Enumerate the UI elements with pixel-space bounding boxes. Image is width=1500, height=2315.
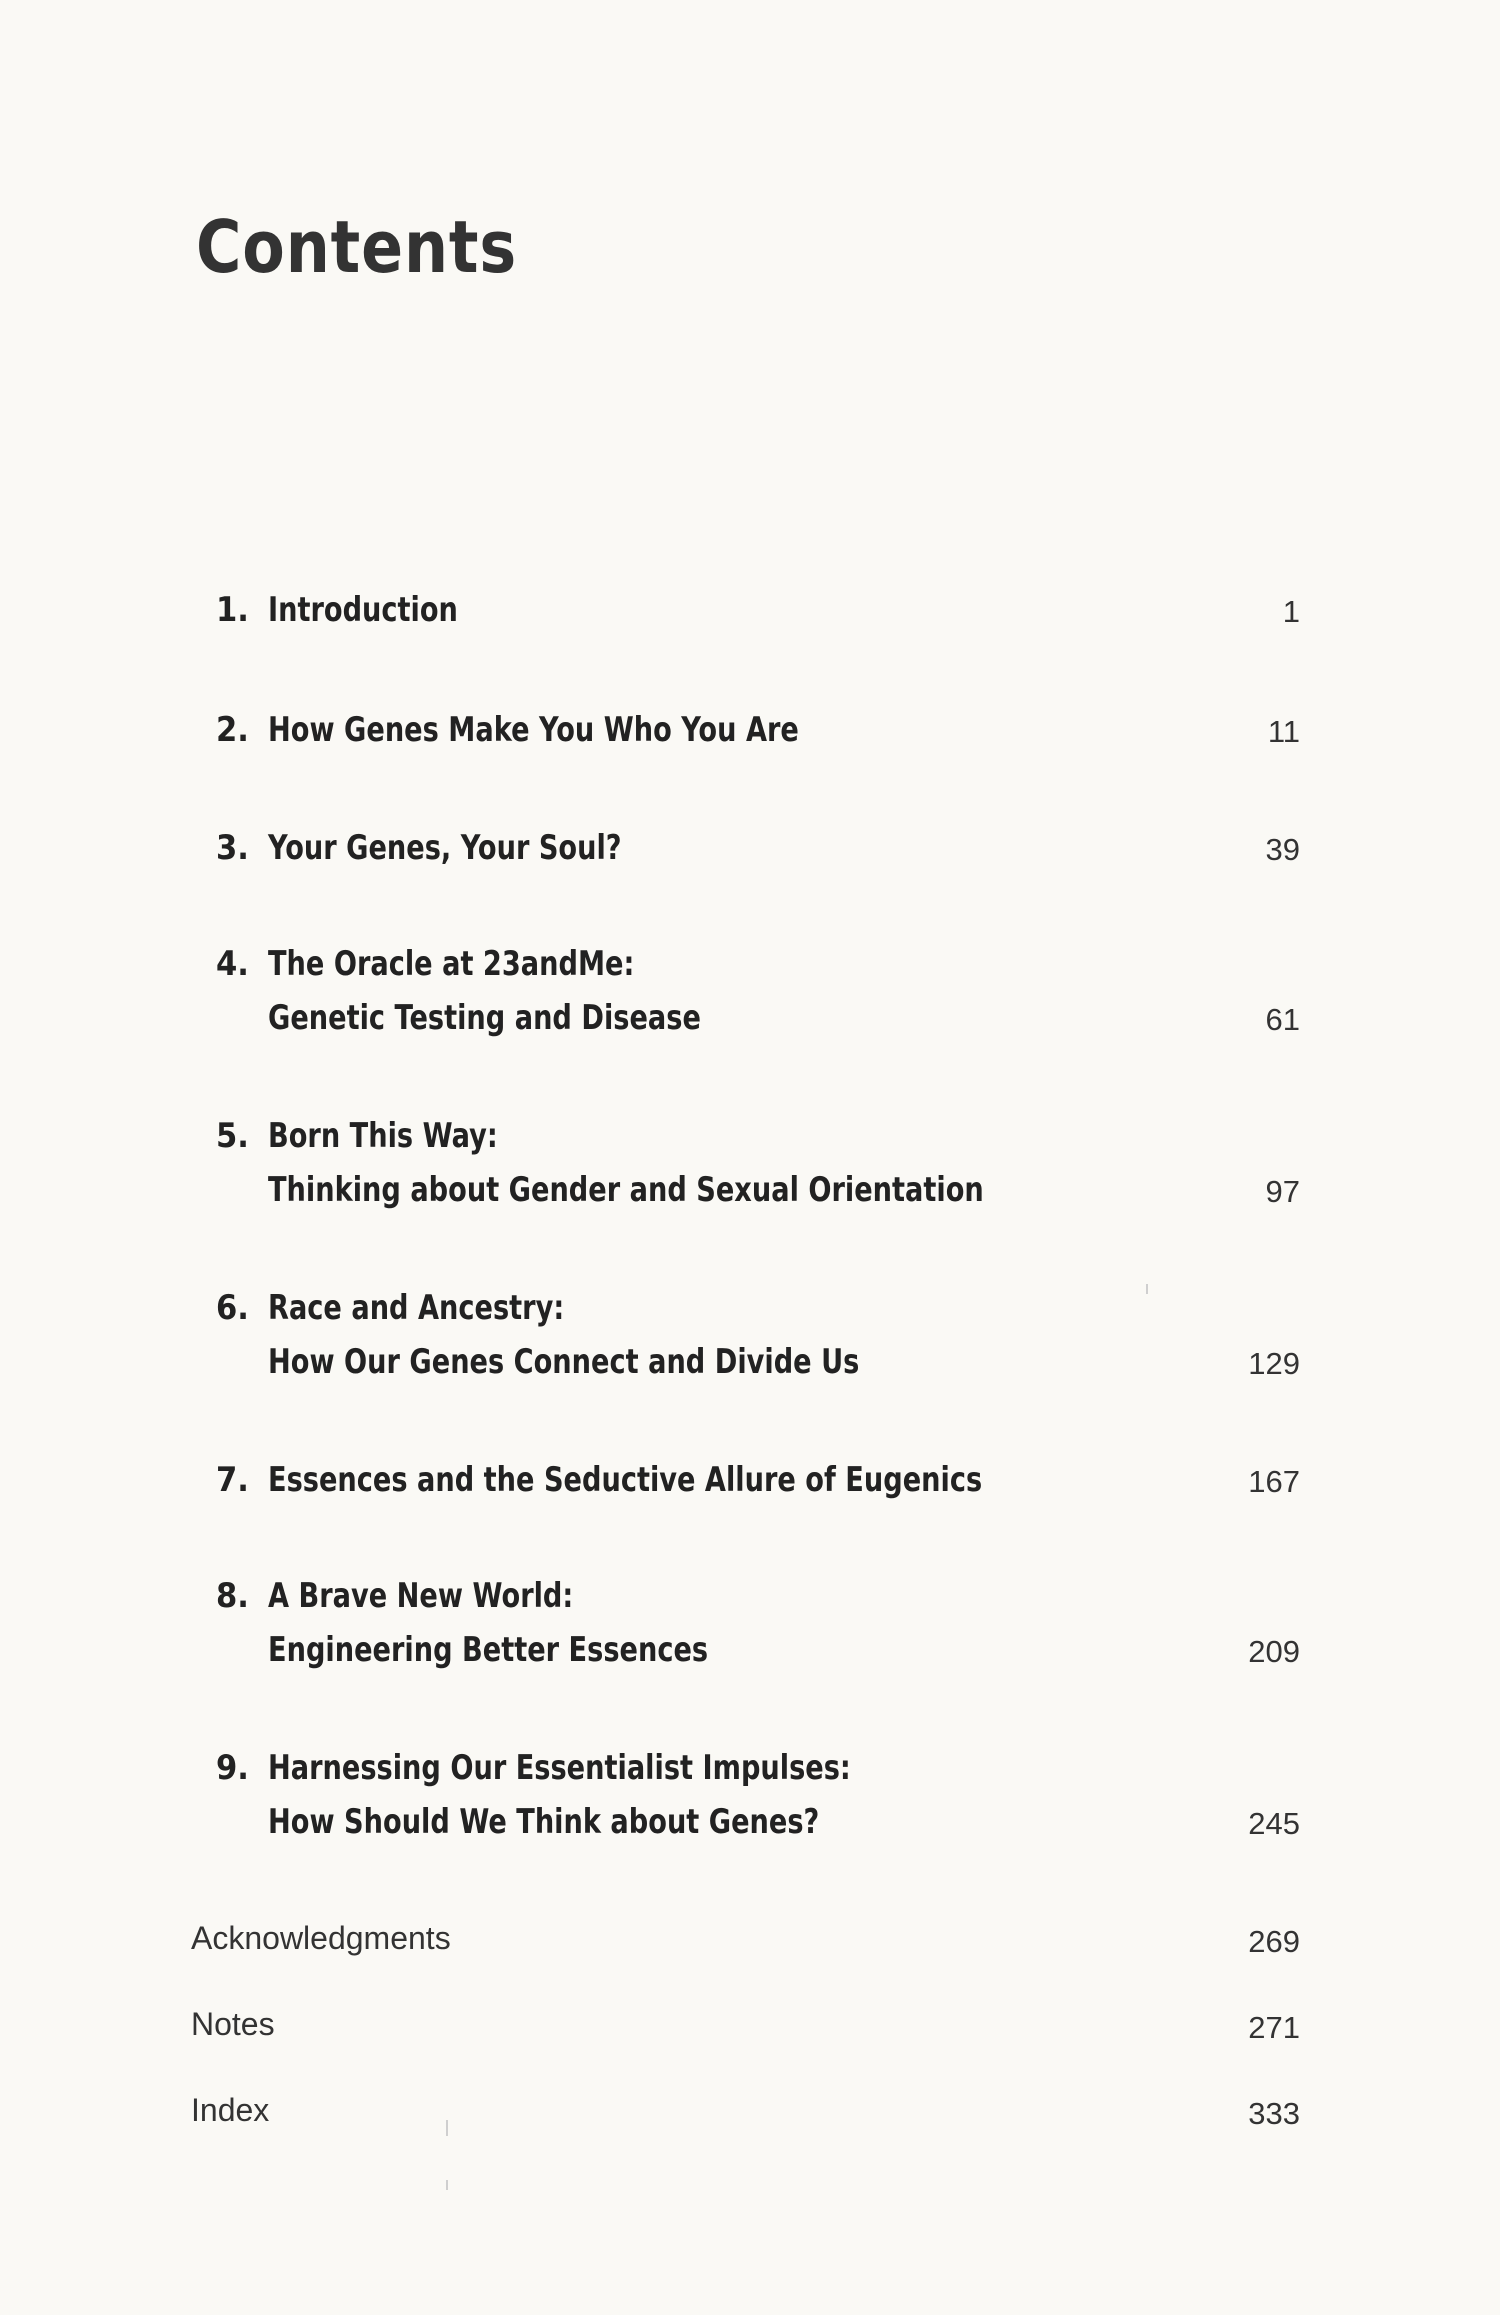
chapter-number: 5. [216,1116,249,1156]
chapter-page-number: 245 [1248,1806,1300,1841]
chapter-page-number: 209 [1248,1634,1300,1669]
chapter-number: 9. [216,1748,249,1788]
scan-speck [1146,1284,1148,1294]
toc-entry-chapter-9[interactable] [0,1748,1500,1868]
toc-entry-chapter-1[interactable] [0,590,1500,710]
chapter-number: 8. [216,1576,249,1616]
chapter-title-line-2: Genetic Testing and Disease [268,998,701,1038]
chapter-page-number: 11 [1267,714,1300,749]
chapter-title: Introduction [268,590,458,630]
back-matter-page-number: 269 [1248,1924,1300,1959]
chapter-number: 2. [216,710,249,750]
chapter-title-line-1: Born This Way: [268,1116,498,1156]
chapter-number: 1. [216,590,249,630]
scan-speck [446,2120,448,2136]
chapter-page-number: 39 [1265,832,1300,867]
chapter-number: 7. [216,1460,249,1500]
toc-entry-index[interactable] [0,2092,1500,2212]
chapter-title-line-1: A Brave New World: [268,1576,574,1616]
toc-entry-chapter-2[interactable] [0,710,1500,830]
chapter-title-line-1: Harnessing Our Essentialist Impulses: [268,1748,851,1788]
chapter-page-number: 61 [1265,1002,1300,1037]
chapter-page-number: 129 [1248,1346,1300,1381]
toc-entry-chapter-4[interactable] [0,944,1500,1064]
chapter-title-line-2: How Our Genes Connect and Divide Us [268,1342,860,1382]
chapter-title: How Genes Make You Who You Are [268,710,799,750]
back-matter-label: Index [191,2092,270,2128]
page-title: Contents [196,205,518,289]
chapter-page-number: 1 [1282,594,1300,629]
chapter-title-line-1: Race and Ancestry: [268,1288,565,1328]
chapter-page-number: 97 [1265,1174,1300,1209]
toc-entry-chapter-8[interactable] [0,1576,1500,1696]
chapter-number: 6. [216,1288,249,1328]
chapter-page-number: 167 [1248,1464,1300,1499]
back-matter-label: Acknowledgments [191,1920,451,1956]
chapter-title-line-1: The Oracle at 23andMe: [268,944,635,984]
chapter-title-line-2: How Should We Think about Genes? [268,1802,820,1842]
chapter-title-line-2: Engineering Better Essences [268,1630,709,1670]
back-matter-page-number: 333 [1248,2096,1300,2131]
chapter-number: 4. [216,944,249,984]
chapter-number: 3. [216,828,249,868]
back-matter-page-number: 271 [1248,2010,1300,2045]
chapter-title: Essences and the Seductive Allure of Eugenics [268,1460,983,1500]
toc-entry-chapter-5[interactable] [0,1116,1500,1236]
chapter-title: Your Genes, Your Soul? [268,828,622,868]
toc-entry-chapter-3[interactable] [0,828,1500,948]
scan-speck [446,2180,448,2190]
toc-entry-chapter-6[interactable] [0,1288,1500,1408]
toc-entry-chapter-7[interactable] [0,1460,1500,1580]
chapter-title-line-2: Thinking about Gender and Sexual Orientation [268,1170,984,1210]
back-matter-label: Notes [191,2006,275,2042]
